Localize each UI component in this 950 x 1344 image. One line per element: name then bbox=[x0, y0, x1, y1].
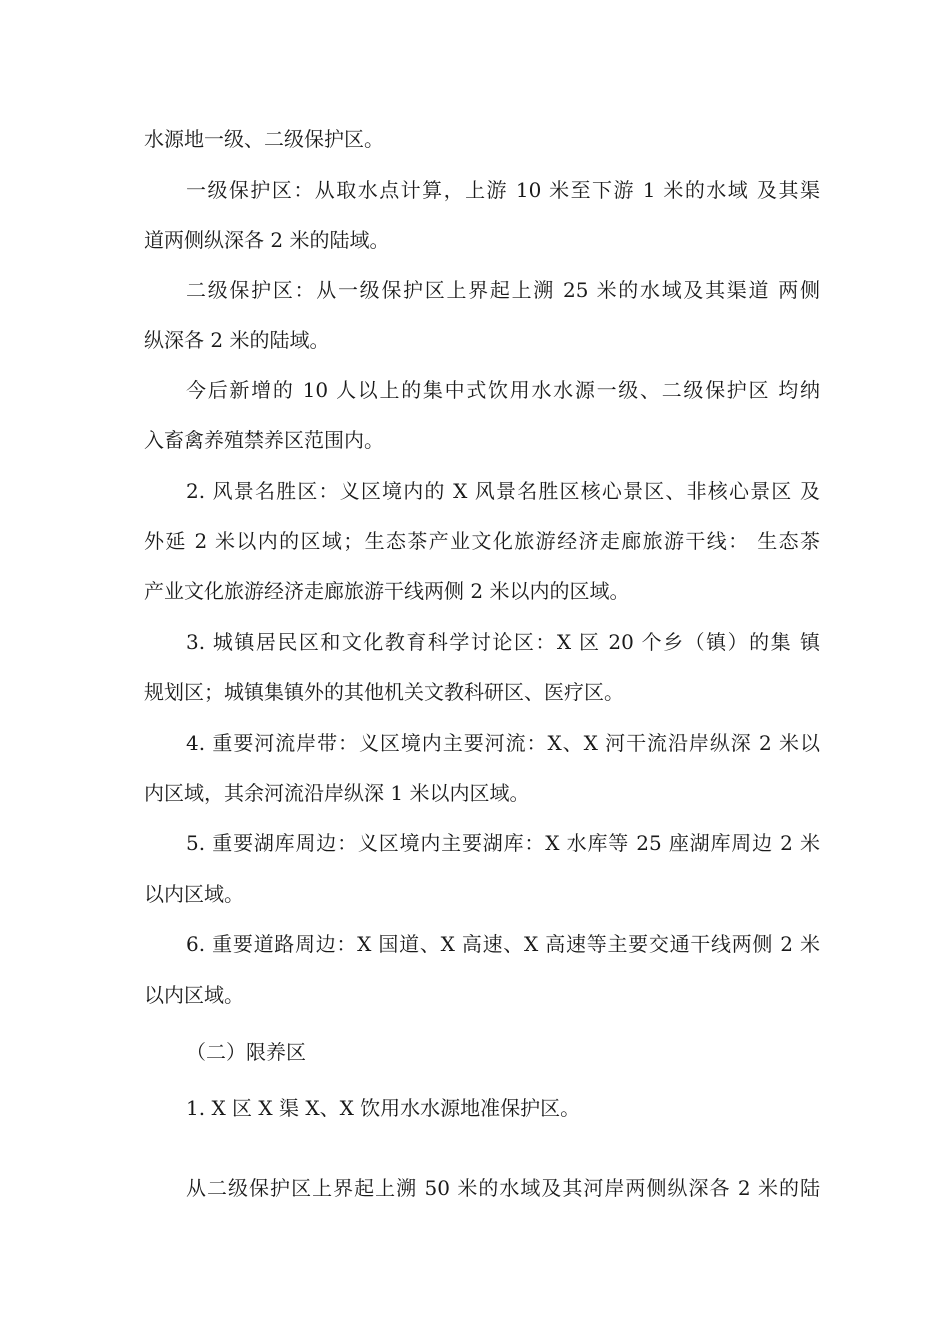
text-line: 水源地一级、二级保护区。 bbox=[144, 127, 384, 151]
paragraph-first-line: 今后新增的 10 人以上的集中式饮用水水源一级、二级保护区 均纳 bbox=[186, 378, 820, 402]
paragraph-first-line: 一级保护区：从取水点计算，上游 10 米至下游 1 米的水域 及其渠 bbox=[186, 178, 820, 202]
paragraph-first-line: 二级保护区：从一级保护区上界起上溯 25 米的水域及其渠道 两侧 bbox=[186, 278, 820, 302]
text-line: 道两侧纵深各 2 米的陆域。 bbox=[144, 228, 390, 252]
paragraph-first-line: 4. 重要河流岸带：义区境内主要河流：X、X 河干流沿岸纵深 2 米以 bbox=[186, 731, 820, 755]
text-line: 以内区域。 bbox=[144, 882, 244, 906]
text-line: 产业文化旅游经济走廊旅游干线两侧 2 米以内的区域。 bbox=[144, 579, 630, 603]
paragraph-first-line: 5. 重要湖库周边：义区境内主要湖库：X 水库等 25 座湖库周边 2 米 bbox=[186, 831, 820, 855]
text-line: 纵深各 2 米的陆域。 bbox=[144, 328, 330, 352]
paragraph-first-line: 2. 风景名胜区：义区境内的 X 风景名胜区核心景区、非核心景区 及 bbox=[186, 479, 820, 503]
text-line: 入畜禽养殖禁养区范围内。 bbox=[144, 428, 384, 452]
text-line: 规划区；城镇集镇外的其他机关文教科研区、医疗区。 bbox=[144, 680, 624, 704]
text-line: 内区域，其余河流沿岸纵深 1 米以内区域。 bbox=[144, 781, 530, 805]
text-line: 以内区域。 bbox=[144, 983, 244, 1007]
paragraph-first-line: 从二级保护区上界起上溯 50 米的水域及其河岸两侧纵深各 2 米的陆 bbox=[186, 1176, 820, 1200]
list-item: 1. X 区 X 渠 X、X 饮用水水源地准保护区。 bbox=[186, 1096, 581, 1120]
text-line: 外延 2 米以内的区域；生态茶产业文化旅游经济走廊旅游干线： 生态茶 bbox=[144, 529, 820, 553]
paragraph-first-line: 6. 重要道路周边：X 国道、X 高速、X 高速等主要交通干线两侧 2 米 bbox=[186, 932, 820, 956]
section-heading: （二）限养区 bbox=[186, 1040, 306, 1064]
paragraph-first-line: 3. 城镇居民区和文化教育科学讨论区：X 区 20 个乡（镇）的集 镇 bbox=[186, 630, 820, 654]
